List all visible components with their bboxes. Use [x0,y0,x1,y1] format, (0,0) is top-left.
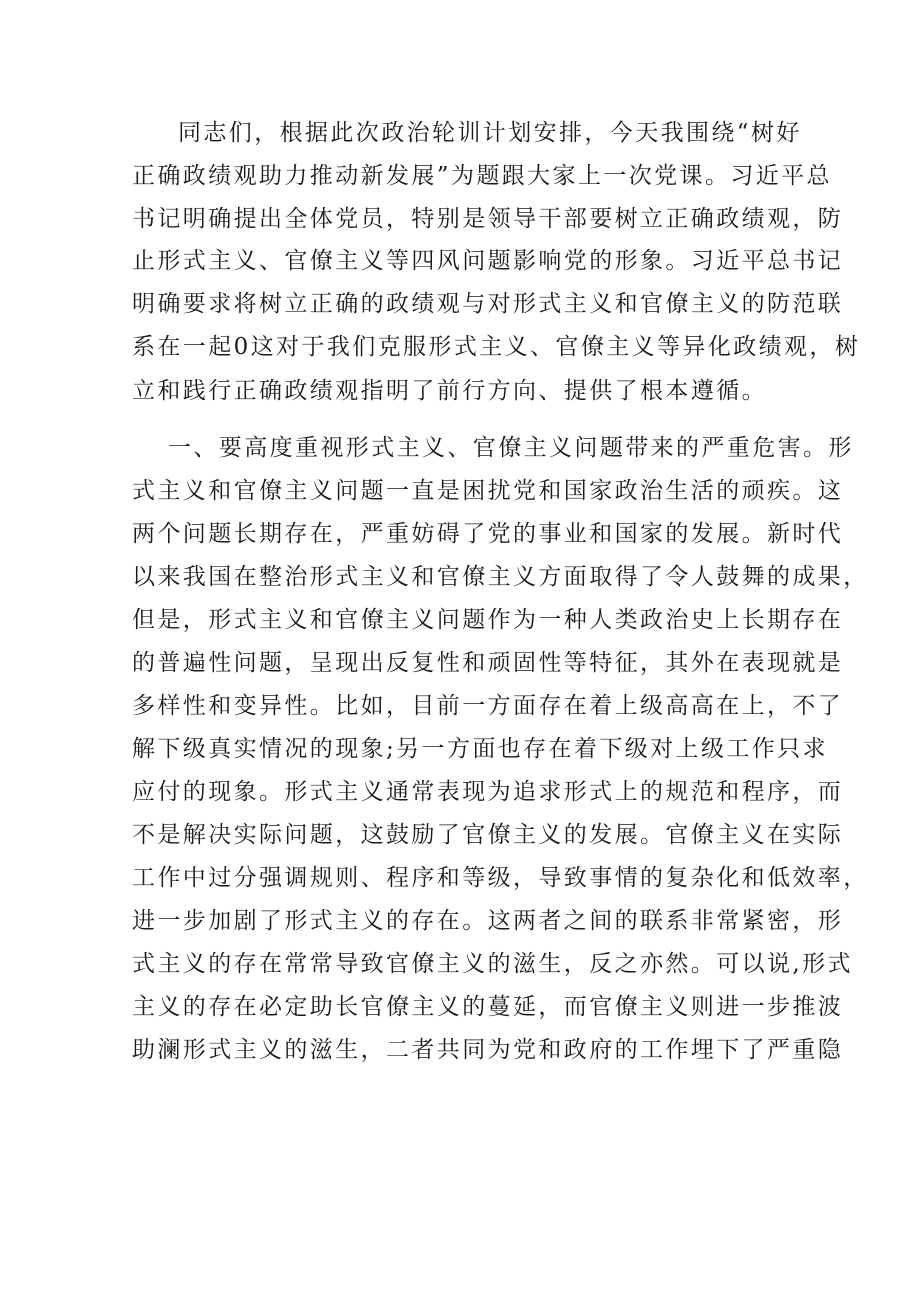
text-line: 工作中过分强调规则、程序和等级，导致事情的复杂化和低效率， [132,865,869,891]
text-line: 明确要求将树立正确的政绩观与对形式主义和官僚主义的防范联 [132,291,844,317]
text-line: 但是，形式主义和官僚主义问题作为一种人类政治史上长期存在 [132,607,844,633]
text-line: 多样性和变异性。比如，目前一方面存在着上级高高在上，不了 [132,693,844,719]
text-line: 式主义和官僚主义问题一直是困扰党和国家政治生活的顽疾。这 [132,478,844,504]
text-line: 不是解决实际问题，这鼓励了官僚主义的发展。官僚主义在实际 [132,822,844,848]
text-line: 的普遍性问题，呈现出反复性和顽固性等特征，其外在表现就是 [132,650,844,676]
text-line: 主义的存在必定助长官僚主义的蔓延，而官僚主义则进一步推波 [132,994,844,1020]
text-line: 两个问题长期存在，严重妨碍了党的事业和国家的发展。新时代 [132,521,844,547]
text-line: 助澜形式主义的滋生，二者共同为党和政府的工作埋下了严重隐 [132,1037,844,1063]
text-line: 式主义的存在常常导致官僚主义的滋生，反之亦然。可以说,形式 [132,951,853,977]
text-line: 解下级真实情况的现象;另一方面也存在着下级对上级工作只求 [132,736,828,762]
text-line: 同志们，根据此次政治轮训计划安排，今天我围绕“树好 [178,120,802,146]
text-line: 应付的现象。形式主义通常表现为追求形式上的规范和程序，而 [132,779,844,805]
text-line: 进一步加剧了形式主义的存在。这两者之间的联系非常紧密，形 [132,908,844,934]
text-line: 止形式主义、官僚主义等四风问题影响党的形象。习近平总书记 [132,248,844,274]
text-line: 书记明确提出全体党员，特别是领导干部要树立正确政绩观，防 [132,206,844,232]
text-line: 以来我国在整治形式主义和官僚主义方面取得了令人鼓舞的成果， [132,564,869,590]
text-line: 正确政绩观助力推动新发展”为题跟大家上一次党课。习近平总 [132,163,832,189]
text-line: 立和践行正确政绩观指明了前行方向、提供了根本遵循。 [132,378,767,404]
text-line: 系在一起0这对于我们克服形式主义、官僚主义等异化政绩观，树 [132,334,861,360]
text-line: 一、要高度重视形式主义、官僚主义问题带来的严重危害。形 [168,435,854,461]
